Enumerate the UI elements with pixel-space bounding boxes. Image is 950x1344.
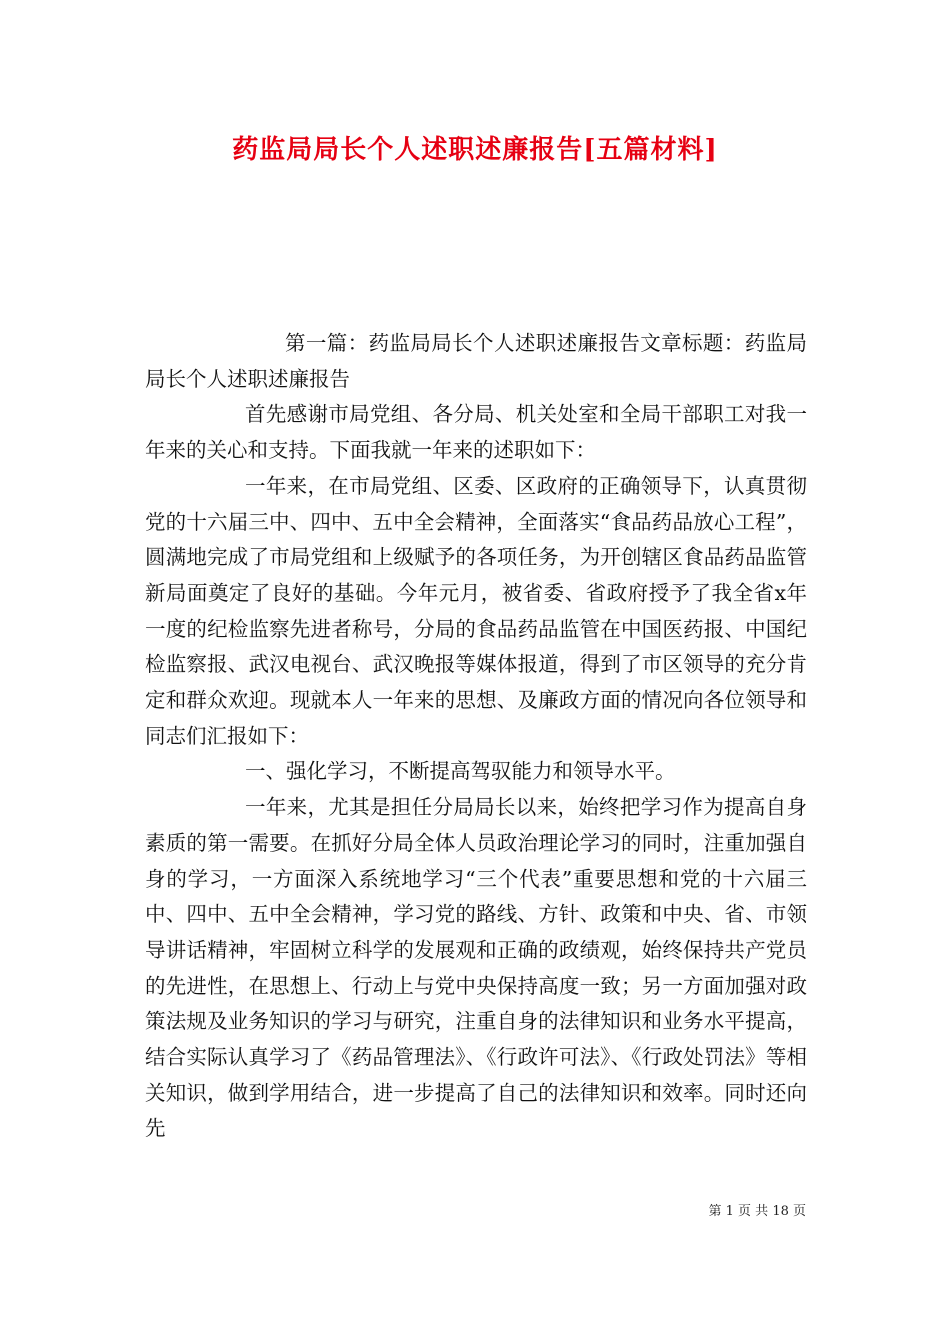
document-body [145, 326, 807, 1147]
paragraph: 一年来，在市局党组、区委、区政府的正确领导下，认真贯彻党的十六届三中、四中、五中全会精神，全面落实“食品药品放心工程”，圆满地完成了市局党组和上级赋予的各项任务，为开创辖区食品药品监管新局面奠定了良好的基础。今年元月，被省委、省政府授予了我全省x年一度的纪检监察先进者称号，分局的食品药品监管在中国医药报、中国纪检监察报、武汉电视台、武汉晚报等媒体报道，得到了市区领导的充分肯定和群众欢迎。现就本人一年来的思想、及廉政方面的情况向各位领导和同志们汇报如下： [145, 473, 807, 748]
document-title: 药监局局长个人述职述廉报告[五篇材料] [232, 135, 718, 165]
page-number: 第 1 页 共 18 页 [708, 1204, 806, 1219]
paragraph: 一年来，尤其是担任分局局长以来，始终把学习作为提高自身素质的第一需要。在抓好分局全体人员政治理论学习的同时，注重加强自身的学习，一方面深入系统地学习“三个代表”重要思想和党的十六届三中、四中、五中全会精神，学习党的路线、方针、政策和中央、省、市领导讲话精神，牢固树立科学的发展观和正确的政绩观，始终保持共产党员的先进性，在思想上、行动上与党中央保持高度一致；另一方面加强对政策法规及业务知识的学习与研究，注重自身的法律知识和业务水平提高，结合实际认真学习了《药品管理法》、《行政许可法》、《行政处罚法》等相关知识，做到学用结合，进一步提高了自己的法律知识和效率。同时还向先 [145, 795, 807, 1141]
section-heading: 一、强化学习，不断提高驾驭能力和领导水平。 [245, 759, 676, 784]
paragraph: 首先感谢市局党组、各分局、机关处室和全局干部职工对我一年来的关心和支持。下面我就一年来的述职如下： [145, 402, 807, 463]
paragraph-heading: 第一篇：药监局局长个人述职述廉报告文章标题：药监局局长个人述职述廉报告 [145, 331, 807, 391]
